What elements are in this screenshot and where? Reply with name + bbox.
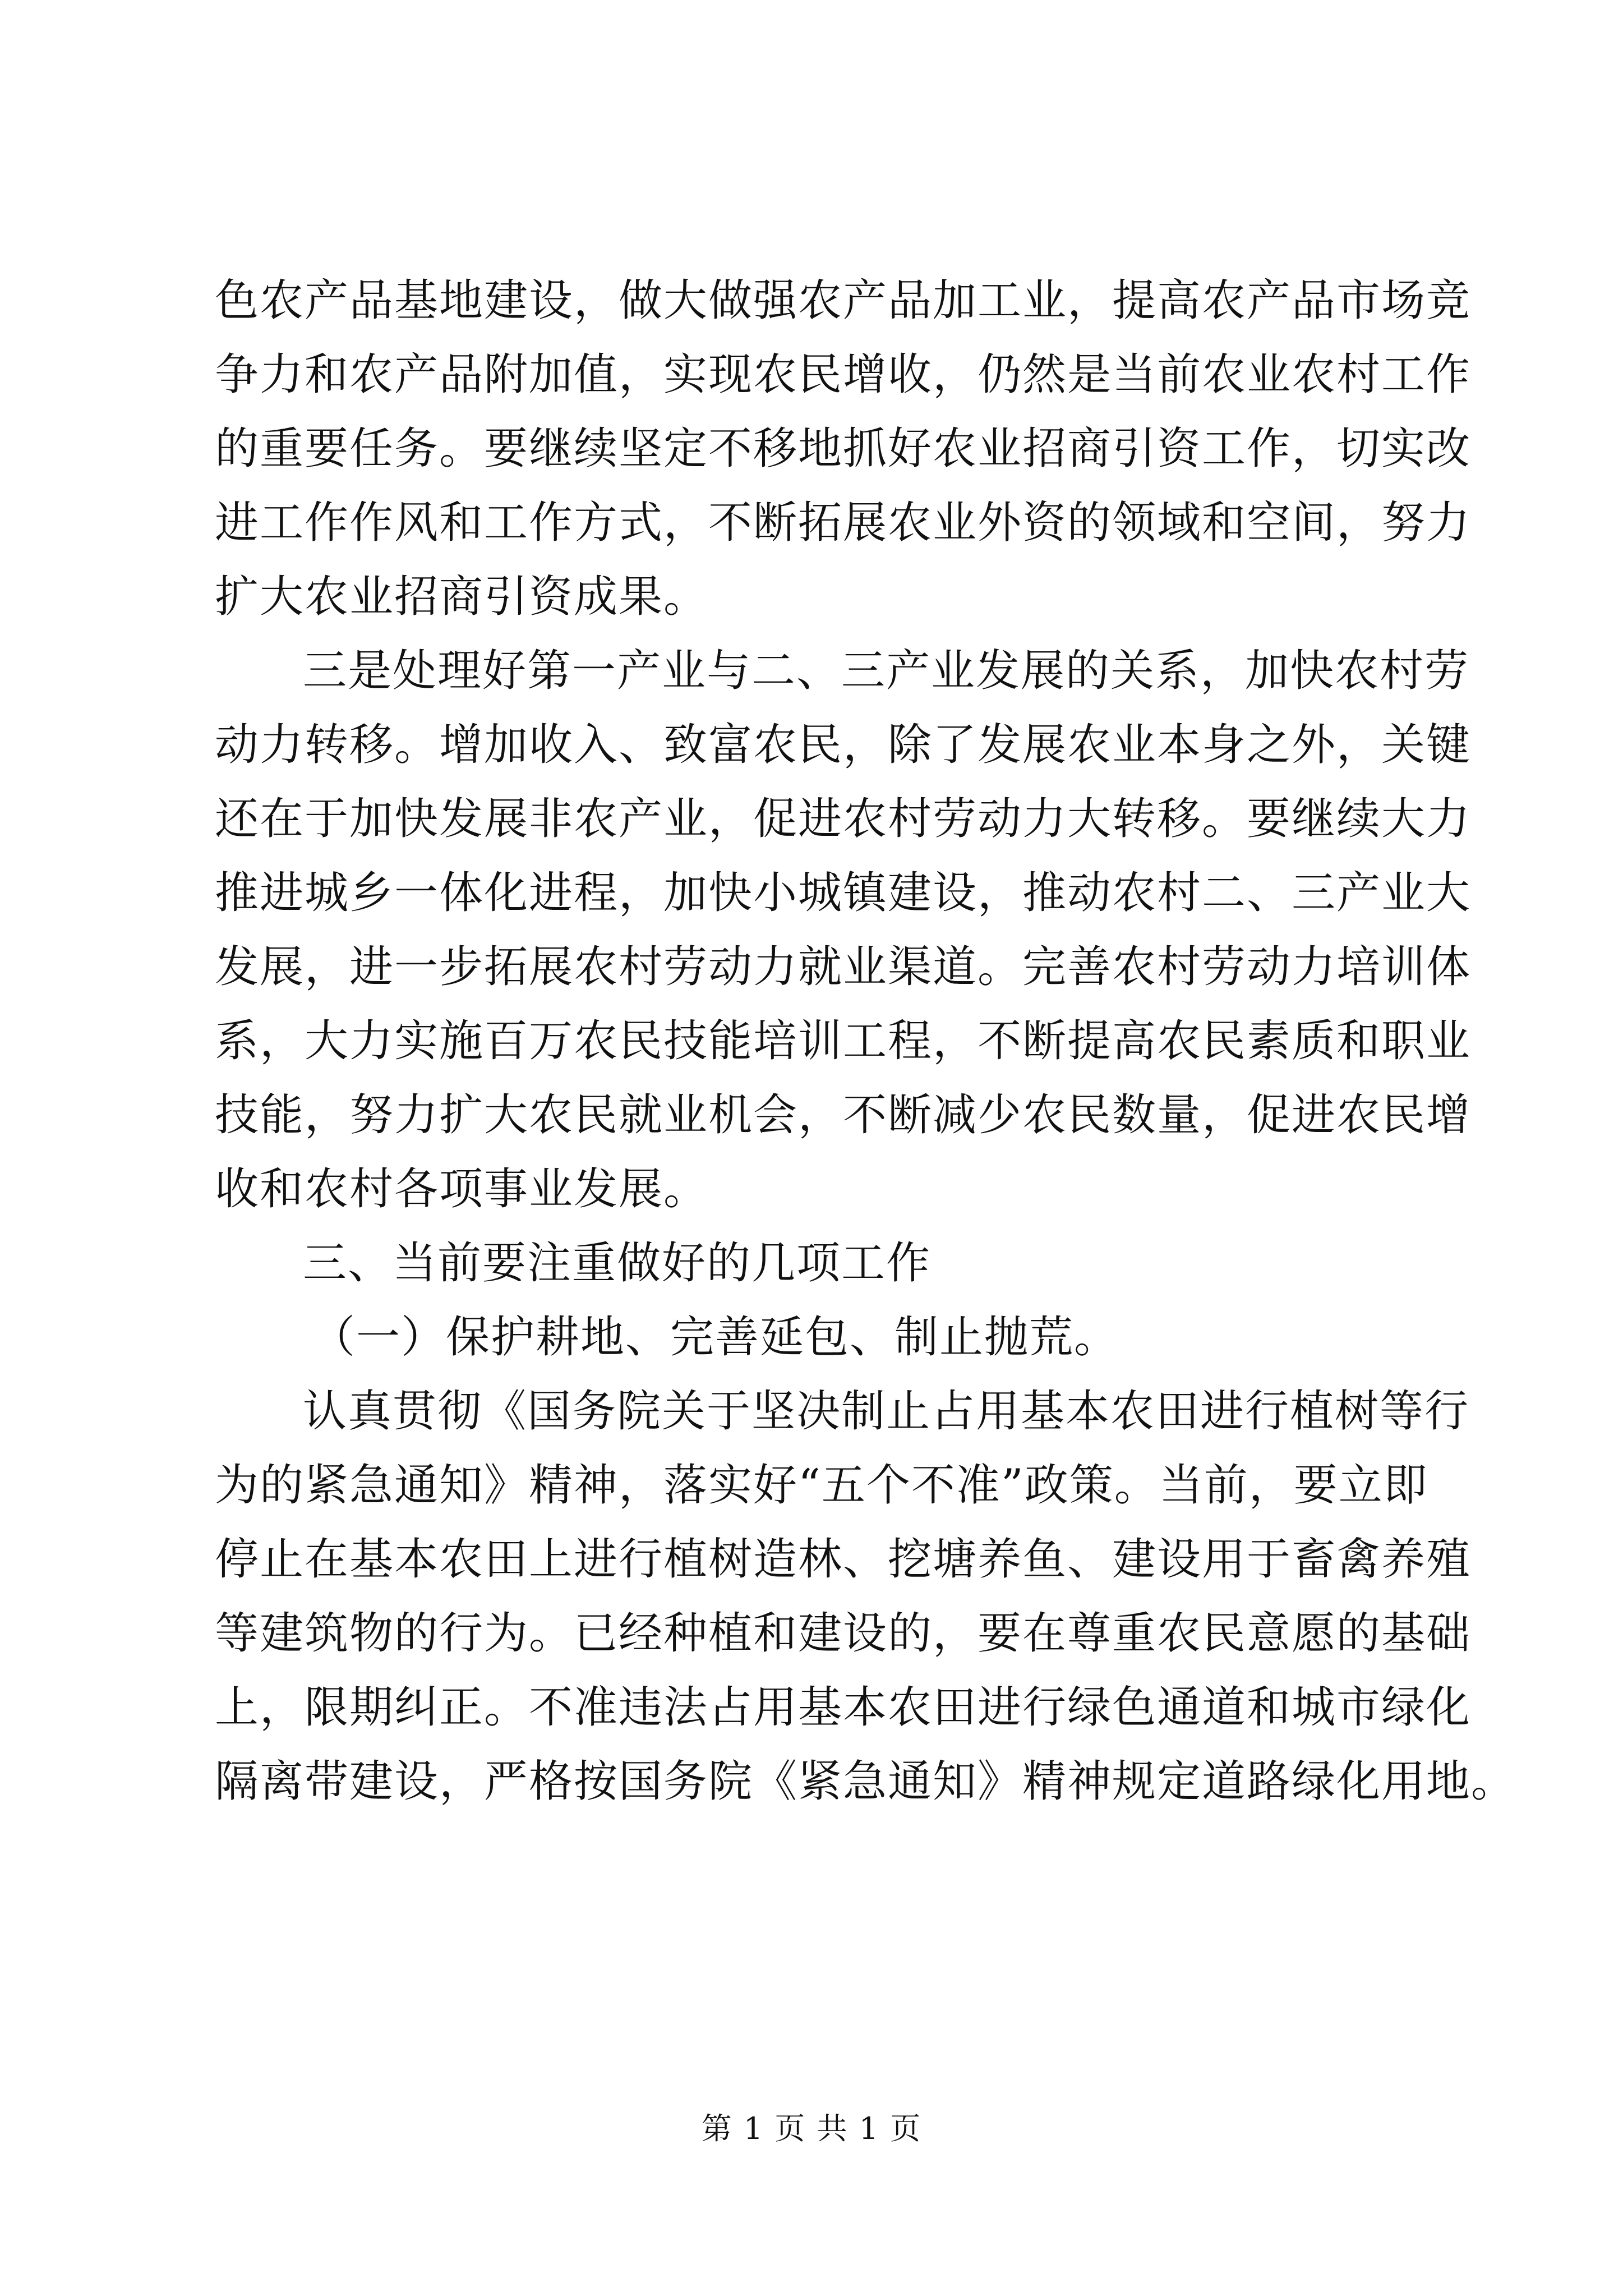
paragraph-line: 停止在基本农田上进行植树造林、挖塘养鱼、建设用于畜禽养殖 [215, 1534, 1472, 1585]
paragraph-line: 扩大农业招商引资成果。 [215, 572, 709, 622]
paragraph-line: 上，限期纠正。不准违法占用基本农田进行绿色通道和城市绿化 [215, 1682, 1472, 1733]
paragraph-line: 隔离带建设，严格按国务院《紧急通知》精神规定道路绿化用地。 [215, 1756, 1516, 1807]
paragraph-line: 动力转移。增加收入、致富农民，除了发展农业本身之外，关键 [215, 720, 1472, 770]
section-heading: 三、当前要注重做好的几项工作 [303, 1238, 932, 1289]
paragraph-line: 技能，努力扩大农民就业机会，不断减少农民数量，促进农民增 [215, 1090, 1472, 1140]
subsection-heading: （一）保护耕地、完善延包、制止抛荒。 [311, 1312, 1119, 1363]
paragraph-line: 的重要任务。要继续坚定不移地抓好农业招商引资工作，切实改 [215, 424, 1472, 474]
paragraph-line: 认真贯彻《国务院关于坚决制止占用基本农田进行植树等行 [303, 1386, 1470, 1437]
paragraph-line: 系，大力实施百万农民技能培训工程，不断提高农民素质和职业 [215, 1016, 1472, 1066]
paragraph-line: 三是处理好第一产业与二、三产业发展的关系，加快农村劳 [303, 646, 1470, 696]
document-body [215, 264, 1516, 1819]
paragraph-line: 色农产品基地建设，做大做强农产品加工业，提高农产品市场竞 [215, 275, 1472, 326]
paragraph-line: 争力和农产品附加值，实现农民增收，仍然是当前农业农村工作 [215, 349, 1472, 400]
paragraph-line: 进工作作风和工作方式，不断拓展农业外资的领域和空间，努力 [215, 498, 1472, 548]
paragraph-line: 收和农村各项事业发展。 [215, 1164, 709, 1214]
paragraph-line: 等建筑物的行为。已经种植和建设的，要在尊重农民意愿的基础 [215, 1608, 1472, 1659]
paragraph-line: 发展，进一步拓展农村劳动力就业渠道。完善农村劳动力培训体 [215, 942, 1472, 992]
paragraph-line: 为的紧急通知》精神，落实好“五个不准”政策。当前，要立即 [215, 1460, 1428, 1511]
page-number-footer: 第 1 页 共 1 页 [701, 2111, 922, 2146]
paragraph-line: 推进城乡一体化进程，加快小城镇建设，推动农村二、三产业大 [215, 868, 1472, 918]
paragraph-line: 还在于加快发展非农产业，促进农村劳动力大转移。要继续大力 [215, 794, 1472, 844]
